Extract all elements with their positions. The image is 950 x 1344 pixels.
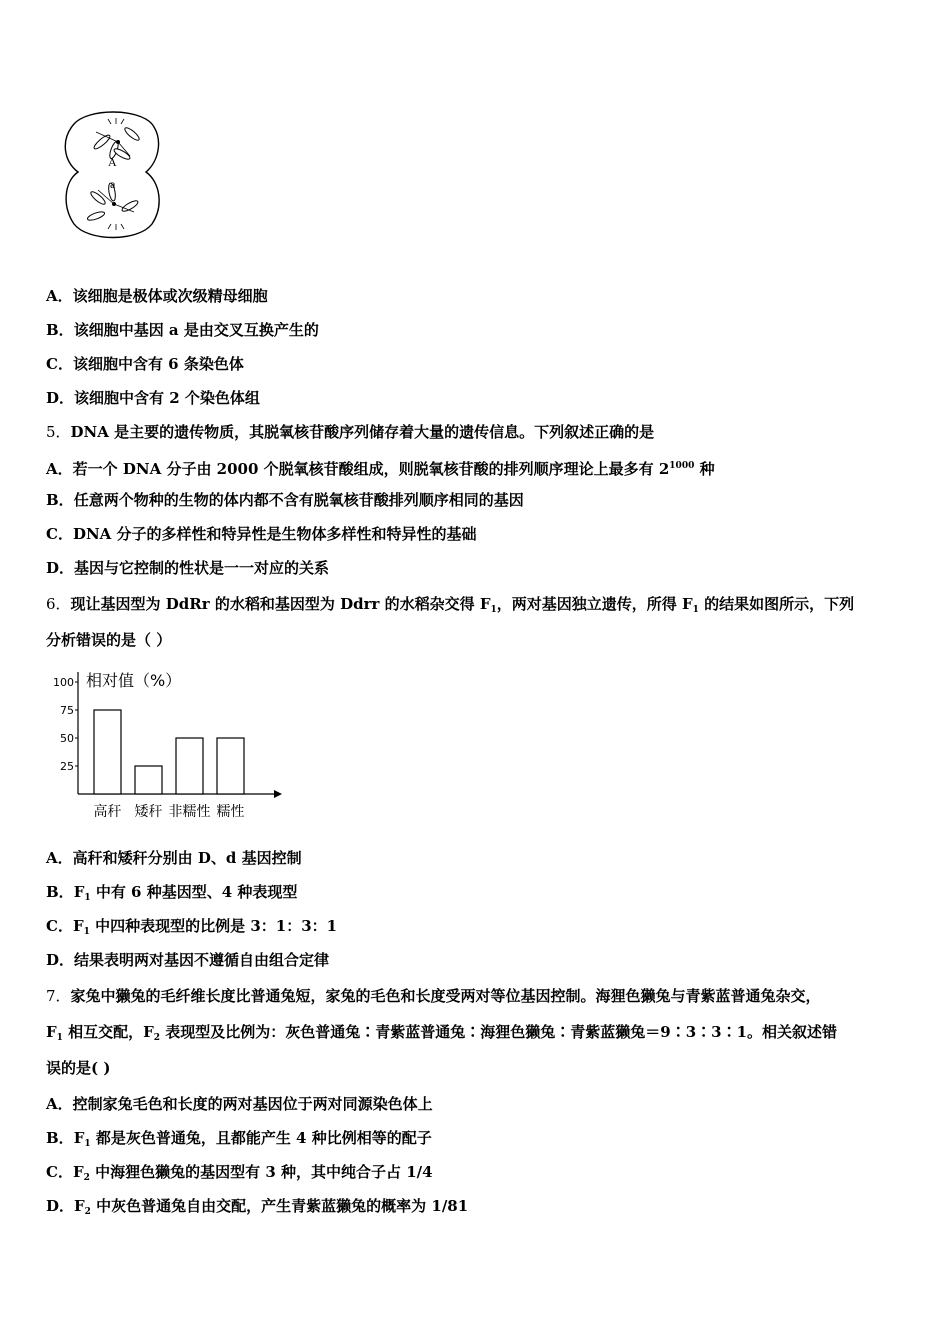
q5-option-b: B．任意两个物种的生物的体内都不含有脱氧核苷酸排列顺序相同的基因: [46, 491, 524, 509]
q4-option-c: C．该细胞中含有 6 条染色体: [46, 355, 244, 373]
bar-糯性: [217, 738, 244, 794]
bar-高秆: [94, 710, 121, 794]
q4-option-d: D．该细胞中含有 2 个染色体组: [46, 389, 260, 407]
x-tick-label: 矮秆: [134, 804, 163, 820]
q6-stem-line2: 分析错误的是（ ）: [46, 631, 172, 649]
bar-非糯性: [176, 738, 203, 794]
x-tick-label: 高秆: [93, 804, 122, 820]
q7-option-c: C．$F_2$ 中海狸色獭兔的基因型有 3 种，其中纯合子占 1/4: [46, 1163, 433, 1183]
q5-stem: 5．DNA 是主要的遗传物质，其脱氧核苷酸序列储存着大量的遗传信息。下列叙述正确的是: [46, 423, 655, 441]
x-tick-label: 非糯性: [168, 804, 211, 820]
x-tick-label: 糯性: [216, 804, 245, 820]
q4-option-a: A．该细胞是极体或次级精母细胞: [46, 287, 268, 305]
cell-division-figure: [58, 106, 166, 242]
q7-stem: 7．家兔中獭兔的毛纤维长度比普通兔短，家兔的毛色和长度受两对等位基因控制。海狸色獭兔与青紫蓝普通兔杂交，: [46, 987, 821, 1005]
q5-option-d: D．基因与它控制的性状是一一对应的关系: [46, 559, 330, 577]
bar-矮秆: [135, 766, 162, 794]
x-labels: [94, 803, 245, 820]
y-ticks: [53, 676, 78, 773]
y-tick-label: 100: [53, 676, 74, 689]
y-tick-label: 50: [60, 732, 74, 745]
q6-option-a: A．高秆和矮秆分别由 D、d 基因控制: [46, 849, 302, 867]
q7-option-a: A．控制家兔毛色和长度的两对基因位于两对同源染色体上: [46, 1095, 433, 1113]
q5-option-a: A．若一个 DNA 分子由 2000 个脱氧核苷酸组成，则脱氧核苷酸的排列顺序理论上最多有 $2^{1000}$ 种: [46, 460, 715, 478]
q7-option-b: B．$F_1$ 都是灰色普通兔，且都能产生 4 种比例相等的配子: [46, 1129, 432, 1149]
chart-title: 相对值（%）: [86, 671, 182, 690]
q5-option-c: C．DNA 分子的多样性和特异性是生物体多样性和特异性的基础: [46, 525, 477, 543]
q6-option-d: D．结果表明两对基因不遵循自由组合定律: [46, 951, 330, 969]
q6-stem: 6．现让基因型为 DdRr 的水稻和基因型为 Ddrr 的水稻杂交得 $F_1$，两对基因独立遗传，所得 $F_1$ 的结果如图所示，下列: [46, 595, 855, 615]
bar-chart: [50, 666, 286, 824]
q7-stem-line3: 误的是( ): [46, 1059, 111, 1077]
q7-option-d: D．$F_2$ 中灰色普通兔自由交配，产生青紫蓝獭兔的概率为 1/81: [46, 1197, 469, 1217]
bars: [94, 710, 244, 794]
question-number: 6．: [46, 595, 71, 613]
question-number: 5．: [46, 423, 71, 441]
q7-stem-line2: $F_1$ 相互交配，$F_2$ 表现型及比例为：灰色普通兔∶青紫蓝普通兔∶海狸色獭兔∶青紫蓝獭兔＝9∶3∶3∶1。相关叙述错: [46, 1023, 838, 1043]
x-axis-arrow: [274, 790, 282, 798]
q4-option-b: B．该细胞中基因 a 是由交叉互换产生的: [46, 321, 319, 339]
y-tick-label: 25: [60, 760, 74, 773]
q6-option-c: C．$F_1$ 中四种表现型的比例是 3：1：3：1: [46, 917, 338, 937]
question-number: 7．: [46, 987, 71, 1005]
gene-label-a: a: [110, 177, 116, 191]
q6-option-b: B．$F_1$ 中有 6 种基因型、4 种表现型: [46, 883, 298, 903]
gene-label-A: A: [108, 155, 117, 169]
y-tick-label: 75: [60, 704, 74, 717]
